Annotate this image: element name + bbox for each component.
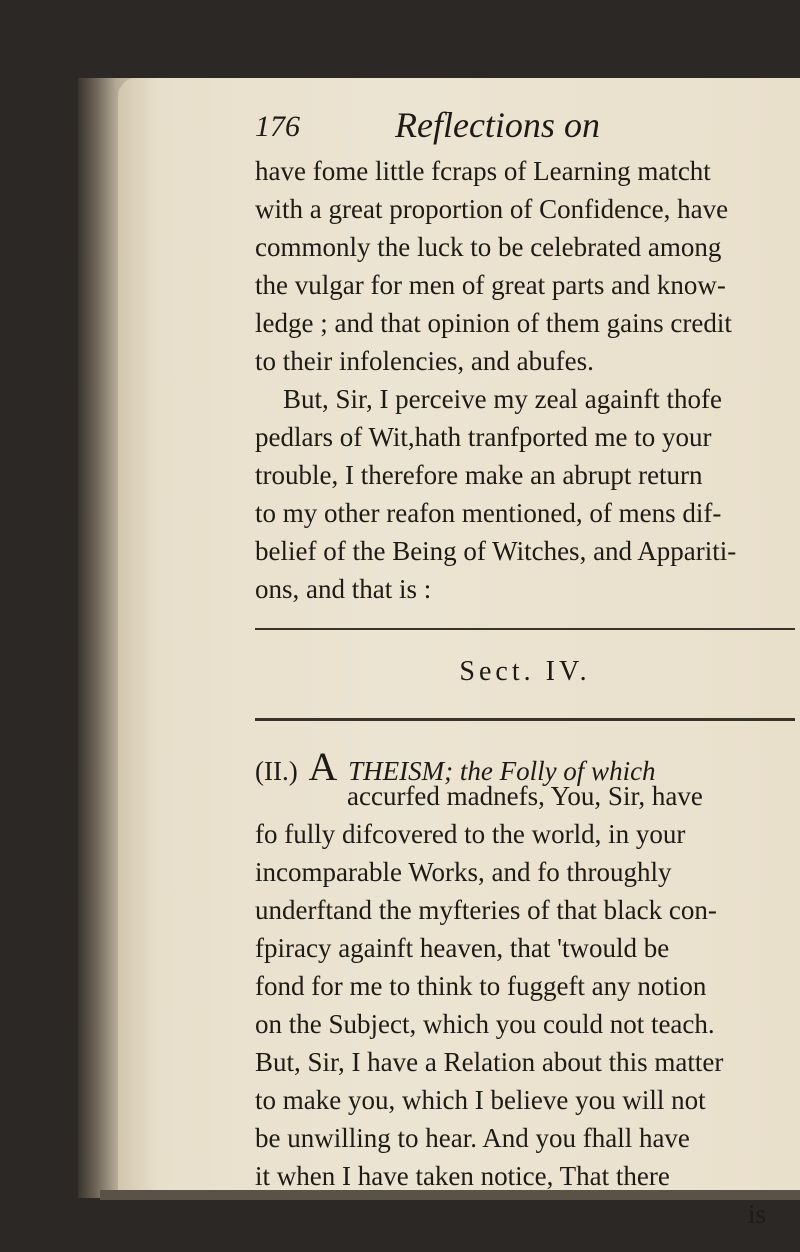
first-line-rest: THEISM; the Folly of which (348, 756, 656, 786)
paragraph-3 (255, 739, 800, 1233)
page-text (255, 96, 800, 1233)
text-line: on the Subject, which you could not teach. (255, 1009, 715, 1039)
catchword-line (255, 1195, 800, 1233)
text-line: fpiracy againft heaven, that 'twould be (255, 933, 670, 963)
catchword: is (747, 1199, 766, 1229)
top-rule (255, 628, 795, 630)
text-line (255, 739, 800, 789)
text-line: pedlars of Wit,hath tranfported me to your (255, 422, 712, 452)
text-line: fo fully difcovered to the world, in your (255, 819, 686, 849)
text-line: it when I have taken notice, That there (255, 1161, 670, 1191)
paragraph-number: (II.) (255, 756, 298, 786)
text-line: ons, and that is : (255, 574, 432, 604)
running-title: Reflections on (395, 105, 600, 145)
text-line: But, Sir, I perceive my zeal againft thofe (283, 384, 723, 414)
text-line: commonly the luck to be celebrated among (255, 232, 722, 262)
paragraph-1 (255, 152, 800, 380)
section-divider (255, 628, 800, 721)
text-line: underftand the myfteries of that black con- (255, 895, 717, 925)
text-line: the vulgar for men of great parts and know- (255, 270, 726, 300)
text-line: belief of the Being of Witches, and Appariti- (255, 536, 737, 566)
bottom-rule (255, 718, 795, 721)
text-line: to my other reafon mentioned, of mens dif- (255, 498, 722, 528)
text-line: fond for me to think to fuggeft any notion (255, 971, 707, 1001)
drop-cap: A (308, 744, 338, 789)
page-number: 176 (255, 110, 300, 143)
paragraph-2 (255, 380, 800, 608)
page-header (255, 96, 800, 146)
text-line: to make you, which I believe you will not (255, 1085, 706, 1115)
text-line: with a great proportion of Confidence, have (255, 194, 729, 224)
text-line: incomparable Works, and fo throughly (255, 857, 672, 887)
text-line: But, Sir, I have a Relation about this matter (255, 1047, 724, 1077)
text-line: accurfed madnefs, You, Sir, have (347, 781, 703, 811)
text-line: trouble, I therefore make an abrupt return (255, 460, 703, 490)
text-line: be unwilling to hear. And you fhall have (255, 1123, 690, 1153)
text-line: have fome little fcraps of Learning matcht (255, 156, 711, 186)
text-line: ledge ; and that opinion of them gains credit (255, 308, 732, 338)
section-heading: Sect. IV. (459, 656, 591, 687)
text-line: to their infolencies, and abufes. (255, 346, 594, 376)
